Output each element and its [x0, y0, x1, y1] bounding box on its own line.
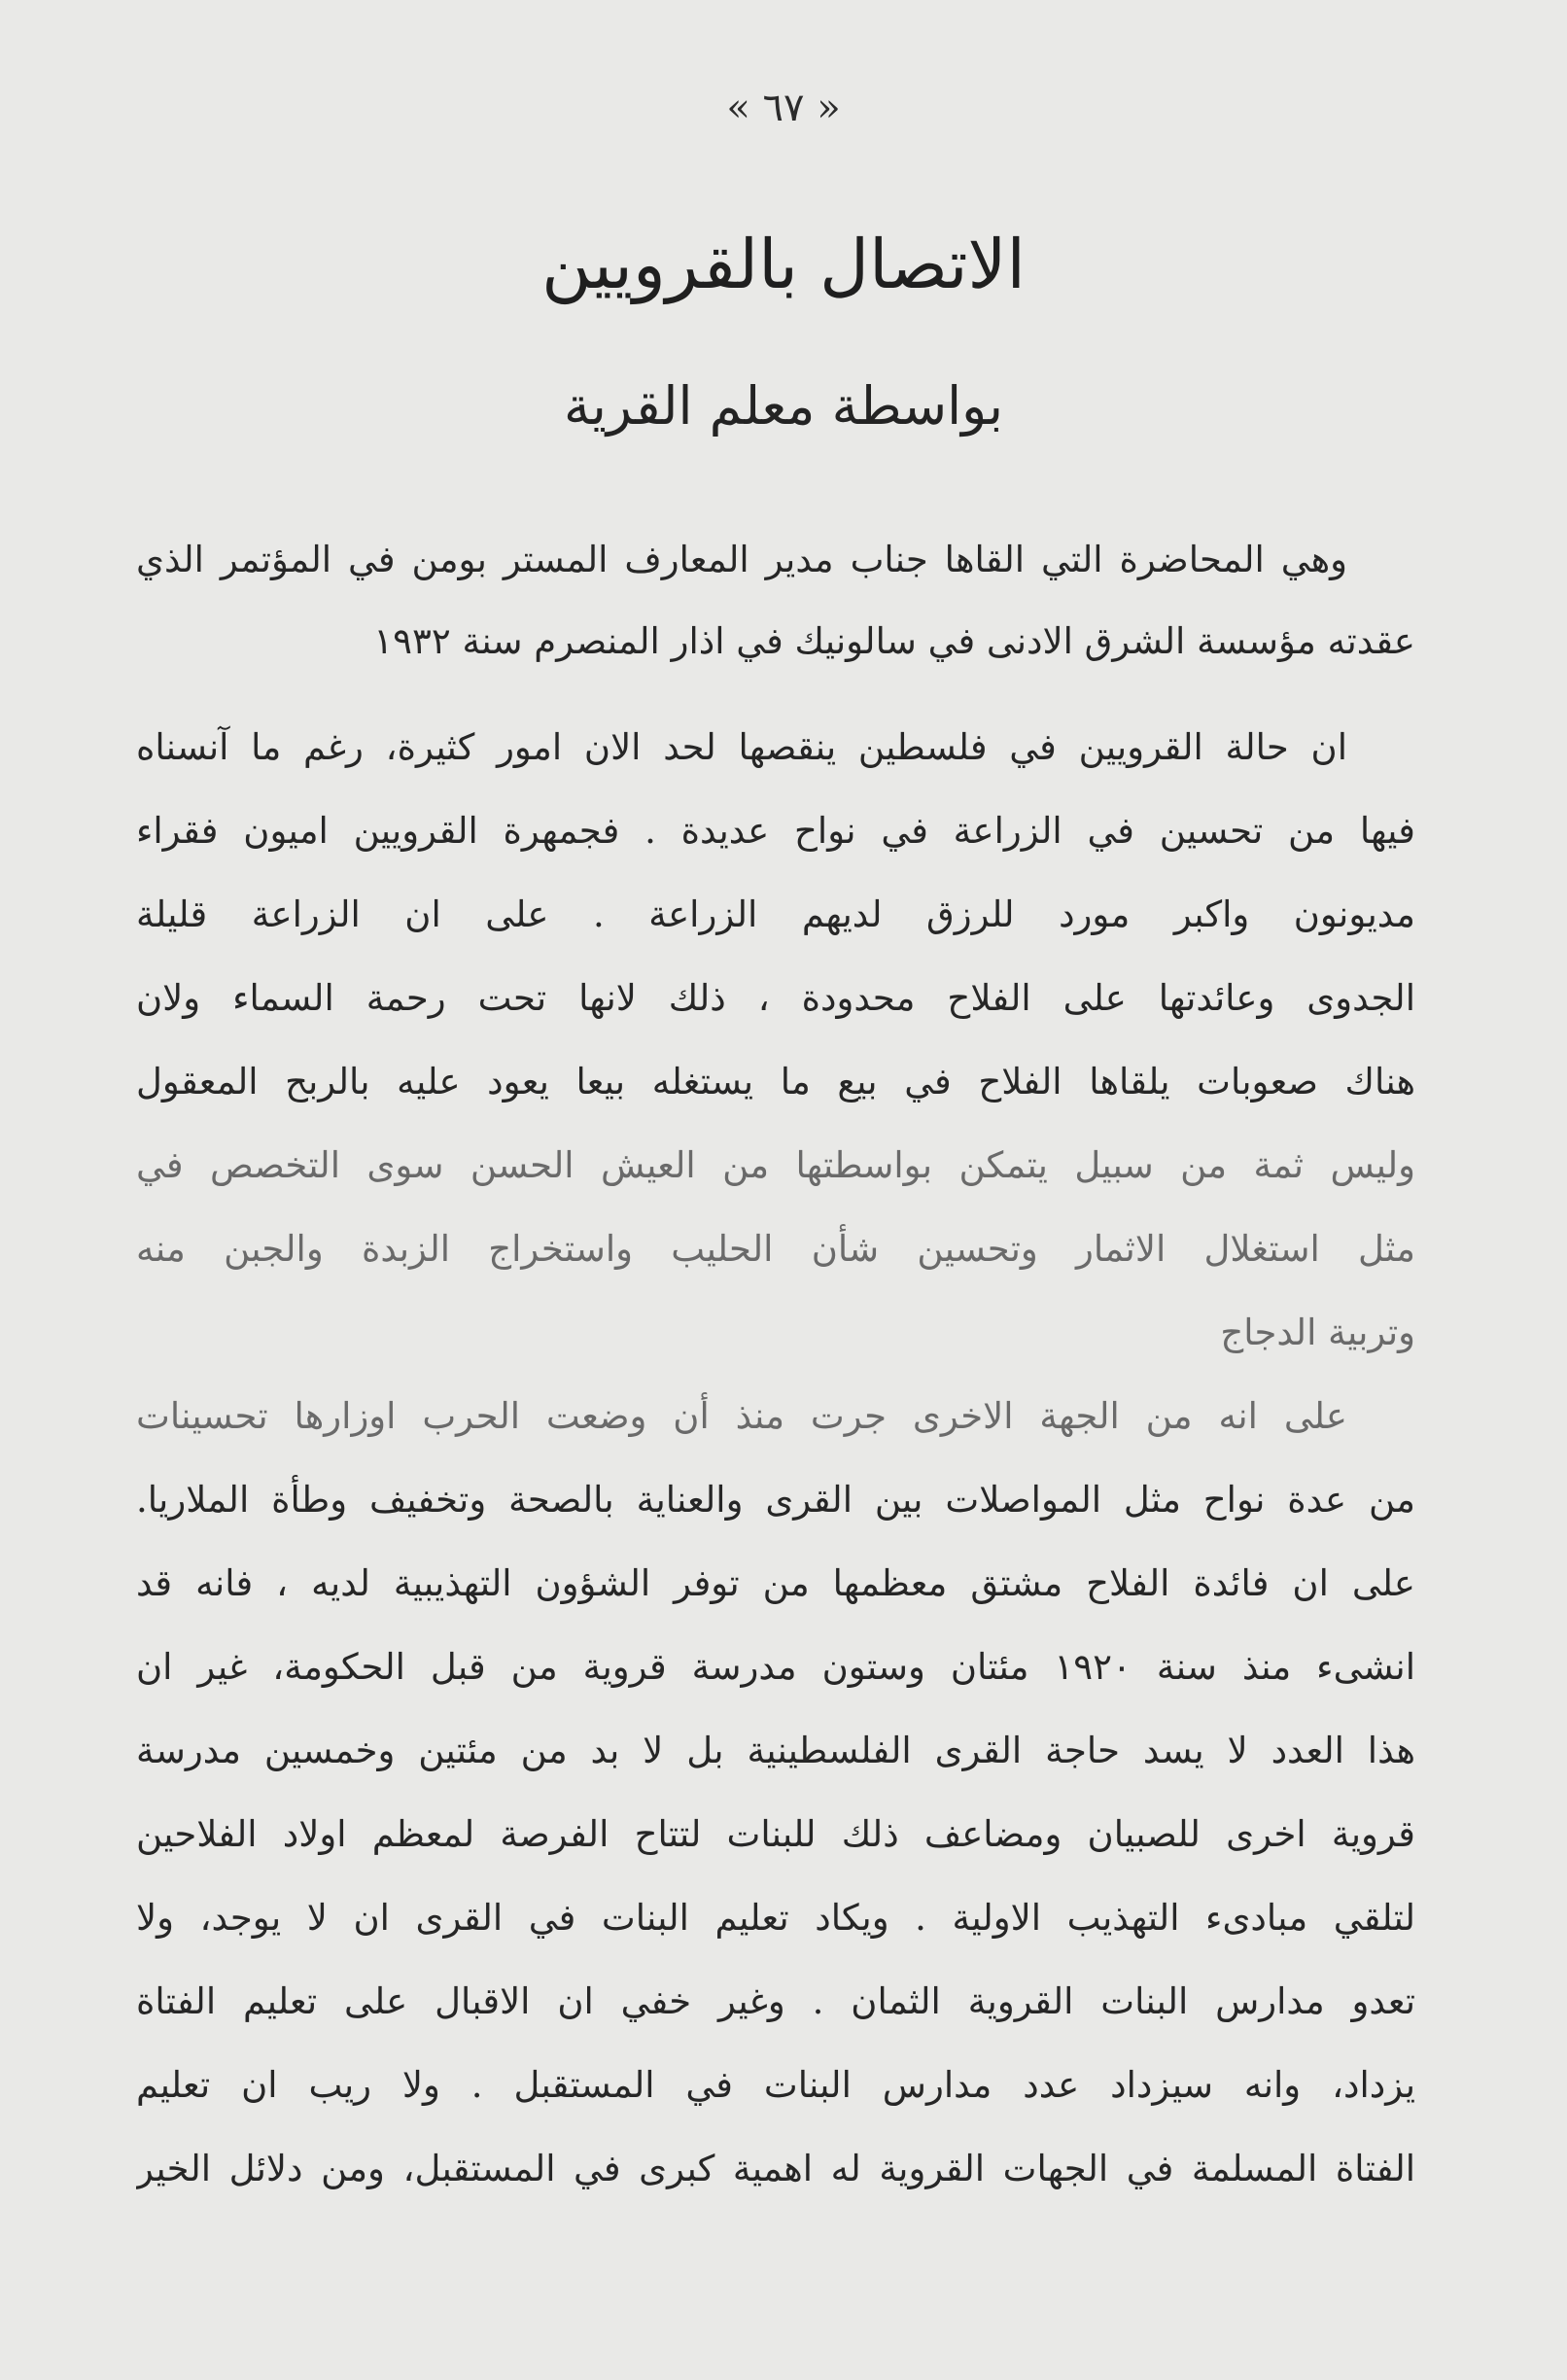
body-line: يزداد، وانه سيزداد عدد مدارس البنات في المستقبل . ولا ريب ان تعليم [136, 2064, 1415, 2106]
intro-line: وهي المحاضرة التي القاها جناب مدير المعارف المستر بومن في المؤتمر الذي [136, 539, 1347, 580]
intro-paragraph [136, 519, 1415, 682]
body-line: هناك صعوبات يلقاها الفلاح في بيع ما يستغله بيعا يعود عليه بالربح المعقول [136, 1061, 1415, 1102]
body-line: من عدة نواح مثل المواصلات بين القرى والعناية بالصحة وتخفيف وطأة الملاريا. [136, 1479, 1415, 1521]
body-line: انشىء منذ سنة ١٩٢٠ مئتان وستون مدرسة قروية من قبل الحكومة، غير ان [136, 1646, 1415, 1688]
body-line: ان حالة القرويين في فلسطين ينقصها لحد الان امور كثيرة، رغم ما آنسناه [136, 726, 1347, 768]
intro-line: عقدته مؤسسة الشرق الادنى في سالونيك في اذار المنصرم سنة ١٩٣٢ [373, 620, 1415, 662]
body-line: هذا العدد لا يسد حاجة القرى الفلسطينية بل لا بد من مئتين وخمسين مدرسة [136, 1730, 1415, 1771]
body-line: الجدوى وعائدتها على الفلاح محدودة ، ذلك لانها تحت رحمة السماء ولان [136, 977, 1415, 1019]
body-line: تعدو مدارس البنات القروية الثمان . وغير خفي ان الاقبال على تعليم الفتاة [136, 1980, 1415, 2022]
body-line: فيها من تحسين في الزراعة في نواح عديدة . فجمهرة القرويين اميون فقراء [136, 810, 1415, 852]
page-number: « ٦٧ » [726, 86, 841, 130]
page-title: الاتصال بالقرويين [541, 225, 1026, 304]
body-line: قروية اخرى للصبيان ومضاعف ذلك للبنات لتتاح الفرصة لمعظم اولاد الفلاحين [136, 1813, 1415, 1855]
body-line: وليس ثمة من سبيل يتمكن بواسطتها من العيش الحسن سوى التخصص في [136, 1144, 1415, 1186]
body-line: وتربية الدجاج [1220, 1312, 1415, 1353]
body-line: على ان فائدة الفلاح مشتق معظمها من توفر الشؤون التهذيبية لديه ، فانه قد [136, 1562, 1415, 1604]
body-line: مثل استغلال الاثمار وتحسين شأن الحليب واستخراج الزبدة والجبن منه [136, 1228, 1415, 1270]
body-line: لتلقي مبادىء التهذيب الاولية . ويكاد تعليم البنات في القرى ان لا يوجد، ولا [136, 1897, 1415, 1939]
page-subtitle: بواسطة معلم القرية [563, 375, 1004, 437]
body-line: الفتاة المسلمة في الجهات القروية له اهمية كبرى في المستقبل، ومن دلائل الخير [136, 2148, 1415, 2189]
body-line: مديونون واكبر مورد للرزق لديهم الزراعة . على ان الزراعة قليلة [136, 893, 1415, 935]
body-line: على انه من الجهة الاخرى جرت منذ أن وضعت الحرب اوزارها تحسينات [136, 1395, 1347, 1437]
body-text [136, 706, 1415, 2211]
